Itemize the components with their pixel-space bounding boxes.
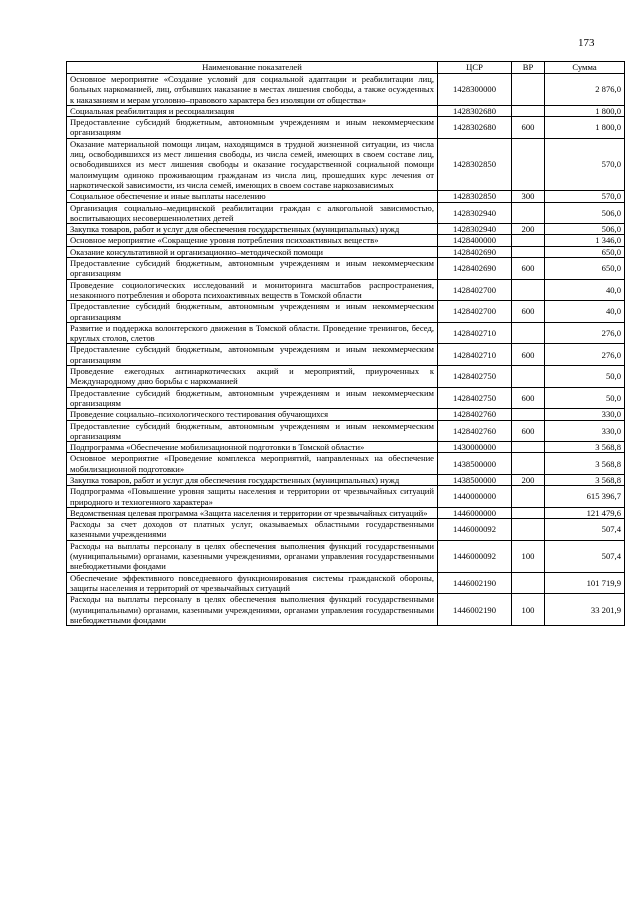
cell-name: Основное мероприятие «Проведение комплекса мероприятий, направленных на обеспечение мобилизационной подготовки» [67,453,438,475]
cell-csr: 1446000000 [438,507,512,518]
cell-name: Расходы на выплаты персоналу в целях обеспечения выполнения функций государственными (муниципальными) органами, казенными учреждениями, органами управления государственными внебюджетными фондами [67,594,438,626]
cell-name: Социальная реабилитация и ресоциализация [67,105,438,116]
cell-csr: 1428402750 [438,387,512,409]
table-header-row [67,62,625,74]
table-row [67,420,625,442]
cell-name: Развитие и поддержка волонтерского движения в Томской области. Проведение тренингов, бесед, круглых столов, слетов [67,322,438,344]
cell-vr: 600 [512,344,545,366]
header-vr: ВР [512,62,545,74]
table-row [67,507,625,518]
table-row [67,202,625,224]
cell-vr [512,486,545,508]
cell-name: Расходы за счет доходов от платных услуг, оказываемых областными государственными казенными учреждениями [67,519,438,541]
cell-sum: 1 800,0 [545,117,625,139]
table-row [67,409,625,420]
cell-vr: 200 [512,474,545,485]
header-name: Наименование показателей [67,62,438,74]
cell-name: Предоставление субсидий бюджетным, автономным учреждениям и иным некоммерческим организациям [67,344,438,366]
table-row [67,519,625,541]
cell-name: Предоставление субсидий бюджетным, автономным учреждениям и иным некоммерческим организациям [67,258,438,280]
table-row [67,224,625,235]
cell-sum: 3 568,8 [545,453,625,475]
cell-name: Подпрограмма «Обеспечение мобилизационной подготовки в Томской области» [67,442,438,453]
cell-vr [512,366,545,388]
budget-table [66,61,625,626]
cell-vr: 600 [512,387,545,409]
cell-name: Проведение социологических исследований и мониторинга масштабов распространения, незаконного потребления и оборота психоактивных веществ в Томской области [67,279,438,301]
cell-csr: 1428302680 [438,105,512,116]
cell-sum: 570,0 [545,138,625,190]
cell-vr: 100 [512,540,545,572]
cell-vr [512,442,545,453]
cell-sum: 650,0 [545,246,625,257]
cell-vr [512,572,545,594]
cell-name: Закупка товаров, работ и услуг для обеспечения государственных (муниципальных) нужд [67,224,438,235]
cell-csr: 1428402700 [438,279,512,301]
cell-name: Подпрограмма «Повышение уровня защиты населения и территории от чрезвычайных ситуаций природного и техногенного характера» [67,486,438,508]
table-row [67,594,625,626]
cell-vr [512,453,545,475]
cell-name: Проведение социально–психологического тестирования обучающихся [67,409,438,420]
cell-name: Оказание материальной помощи лицам, находящимся в трудной жизненной ситуации, из числа лиц, освободившихся из мест лишения свободы, из числа семей, имеющих в своем составе лиц, освободившихся из мест лишения свободы и оказание государственной социальной помощи малоимущим одиноко проживающим гражданам из числа лиц, прошедших курс лечения от наркотической зависимости, из числа семей, имеющих в своем составе наркозависимых [67,138,438,190]
cell-vr: 600 [512,420,545,442]
cell-vr: 300 [512,191,545,202]
cell-vr: 200 [512,224,545,235]
cell-sum: 506,0 [545,224,625,235]
cell-vr [512,105,545,116]
table-row [67,442,625,453]
cell-csr: 1430000000 [438,442,512,453]
table-row [67,322,625,344]
cell-vr: 600 [512,117,545,139]
table-row [67,279,625,301]
cell-vr [512,507,545,518]
cell-sum: 615 396,7 [545,486,625,508]
cell-vr: 600 [512,258,545,280]
cell-csr: 1428302850 [438,138,512,190]
cell-csr: 1428402690 [438,258,512,280]
cell-sum: 650,0 [545,258,625,280]
cell-sum: 507,4 [545,540,625,572]
cell-csr: 1428402710 [438,322,512,344]
cell-csr: 1446002190 [438,572,512,594]
cell-name: Предоставление субсидий бюджетным, автономным учреждениям и иным некоммерческим организациям [67,420,438,442]
cell-csr: 1428402690 [438,246,512,257]
cell-sum: 1 346,0 [545,235,625,246]
table-row [67,258,625,280]
cell-name: Ведомственная целевая программа «Защита населения и территории от чрезвычайных ситуаций» [67,507,438,518]
cell-csr: 1428302850 [438,191,512,202]
cell-name: Оказание консультативной и организационно–методической помощи [67,246,438,257]
cell-csr: 1440000000 [438,486,512,508]
cell-csr: 1428300000 [438,74,512,106]
cell-sum: 506,0 [545,202,625,224]
cell-csr: 1438500000 [438,474,512,485]
cell-csr: 1446000092 [438,519,512,541]
table-row [67,301,625,323]
cell-sum: 40,0 [545,301,625,323]
table-row [67,540,625,572]
table-row [67,191,625,202]
table-row [67,138,625,190]
cell-vr [512,138,545,190]
cell-sum: 101 719,9 [545,572,625,594]
cell-csr: 1428402760 [438,409,512,420]
table-row [67,387,625,409]
cell-vr [512,74,545,106]
cell-name: Обеспечение эффективного повседневного функционирования системы гражданской обороны, защиты населения и территорий от чрезвычайных ситуаций [67,572,438,594]
cell-csr: 1446002190 [438,594,512,626]
cell-name: Основное мероприятие «Сокращение уровня потребления психоактивных веществ» [67,235,438,246]
table-row [67,74,625,106]
cell-sum: 121 479,6 [545,507,625,518]
cell-sum: 276,0 [545,322,625,344]
cell-csr: 1428302940 [438,202,512,224]
cell-sum: 50,0 [545,387,625,409]
table-row [67,246,625,257]
cell-vr: 600 [512,301,545,323]
cell-name: Расходы на выплаты персоналу в целях обеспечения выполнения функций государственными (муниципальными) органами, казенными учреждениями, органами управления государственными внебюджетными фондами [67,540,438,572]
cell-sum: 1 800,0 [545,105,625,116]
cell-csr: 1428402700 [438,301,512,323]
cell-vr [512,322,545,344]
cell-sum: 2 876,0 [545,74,625,106]
cell-sum: 276,0 [545,344,625,366]
cell-sum: 507,4 [545,519,625,541]
table-row [67,572,625,594]
table-row [67,344,625,366]
cell-sum: 50,0 [545,366,625,388]
cell-name: Проведение ежегодных антинаркотических акций и мероприятий, приуроченных к Международному дню борьбы с наркоманией [67,366,438,388]
table-row [67,235,625,246]
cell-vr [512,202,545,224]
cell-name: Основное мероприятие «Создание условий для социальной адаптации и реабилитации лиц, больных наркоманией, лиц, отбывших наказание в местах лишения свободы, а также осужденных к наказаниям и мерам уголовно–правового характера без изоляции от общества» [67,74,438,106]
cell-csr: 1438500000 [438,453,512,475]
cell-name: Предоставление субсидий бюджетным, автономным учреждениям и иным некоммерческим организациям [67,117,438,139]
cell-vr [512,246,545,257]
table-row [67,105,625,116]
cell-sum: 40,0 [545,279,625,301]
table-row [67,453,625,475]
table-row [67,366,625,388]
cell-csr: 1428402750 [438,366,512,388]
cell-csr: 1428302680 [438,117,512,139]
cell-name: Предоставление субсидий бюджетным, автономным учреждениям и иным некоммерческим организациям [67,387,438,409]
cell-vr [512,519,545,541]
header-sum: Сумма [545,62,625,74]
cell-name: Организация социально–медицинской реабилитации граждан с алкогольной зависимостью, воспитывающих несовершеннолетних детей [67,202,438,224]
cell-vr [512,279,545,301]
cell-csr: 1428302940 [438,224,512,235]
header-csr: ЦСР [438,62,512,74]
cell-vr [512,409,545,420]
cell-csr: 1428402760 [438,420,512,442]
cell-sum: 3 568,8 [545,474,625,485]
cell-csr: 1428400000 [438,235,512,246]
table-row [67,486,625,508]
table-row [67,117,625,139]
cell-csr: 1446000092 [438,540,512,572]
cell-name: Закупка товаров, работ и услуг для обеспечения государственных (муниципальных) нужд [67,474,438,485]
page-number: 173 [578,37,595,49]
cell-sum: 330,0 [545,420,625,442]
cell-vr [512,235,545,246]
cell-vr: 100 [512,594,545,626]
cell-name: Предоставление субсидий бюджетным, автономным учреждениям и иным некоммерческим организациям [67,301,438,323]
cell-sum: 33 201,9 [545,594,625,626]
cell-sum: 3 568,8 [545,442,625,453]
cell-name: Социальное обеспечение и иные выплаты населению [67,191,438,202]
cell-sum: 570,0 [545,191,625,202]
table-row [67,474,625,485]
cell-sum: 330,0 [545,409,625,420]
cell-csr: 1428402710 [438,344,512,366]
